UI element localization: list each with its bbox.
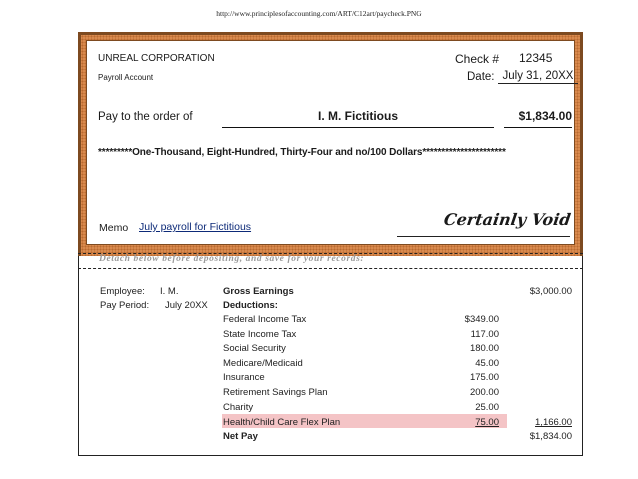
deduction-label: Health/Child Care Flex Plan <box>223 417 341 428</box>
signature: Certainly Void <box>442 210 572 229</box>
deduction-amount: 117.00 <box>470 329 499 340</box>
net-pay-amount: $1,834.00 <box>529 431 572 442</box>
total-deductions: 1,166.00 <box>535 417 572 428</box>
pay-period-label: Pay Period: <box>100 300 150 311</box>
deduction-amount: 180.00 <box>469 343 499 354</box>
deduction-amount: $349.00 <box>464 314 499 325</box>
deductions-label: Deductions: <box>223 300 278 311</box>
employee-label: Employee: <box>100 286 145 297</box>
deduction-label: Charity <box>223 402 254 413</box>
source-url: http://www.principlesofaccounting.com/ART/C12art/paycheck.PNG <box>216 9 422 18</box>
signature-line <box>397 236 570 237</box>
check-date: July 31, 20XX <box>498 70 578 84</box>
net-pay-label: Net Pay <box>223 431 258 442</box>
deduction-label: Retirement Savings Plan <box>223 387 328 398</box>
amount-in-words: *********One-Thousand, Eight-Hundred, Thirty-Four and no/100 Dollars********************** <box>98 147 506 158</box>
date-label: Date: <box>467 71 495 83</box>
gross-earnings-amount: $3,000.00 <box>529 286 572 297</box>
memo-value: July payroll for Fictitious <box>139 221 252 233</box>
check-number: 12345 <box>519 51 553 65</box>
deduction-amount: 175.00 <box>469 372 499 383</box>
deduction-amount: 25.00 <box>475 402 499 413</box>
deduction-amount: 75.00 <box>475 417 499 428</box>
deduction-amount: 200.00 <box>469 387 499 398</box>
deduction-label: Federal Income Tax <box>223 314 307 325</box>
detach-instruction: Detach below before depositing, and save for your records: <box>99 254 365 264</box>
deduction-label: Insurance <box>223 372 265 383</box>
check-number-label: Check # <box>455 52 500 66</box>
company-name: UNREAL CORPORATION <box>98 53 215 64</box>
check-amount: $1,834.00 <box>504 109 572 128</box>
payee-name: I. M. Fictitious <box>222 109 494 128</box>
deduction-label: Medicare/Medicaid <box>223 358 303 369</box>
account-name: Payroll Account <box>98 73 154 82</box>
pay-period: July 20XX <box>165 300 208 311</box>
pay-to-label: Pay to the order of <box>98 111 193 123</box>
memo-label: Memo <box>99 222 129 234</box>
gross-earnings-label: Gross Earnings <box>223 286 294 297</box>
deduction-amount: 45.00 <box>475 358 499 369</box>
deduction-label: Social Security <box>223 343 286 354</box>
deduction-label: State Income Tax <box>223 329 297 340</box>
employee-name: I. M. <box>160 286 179 297</box>
